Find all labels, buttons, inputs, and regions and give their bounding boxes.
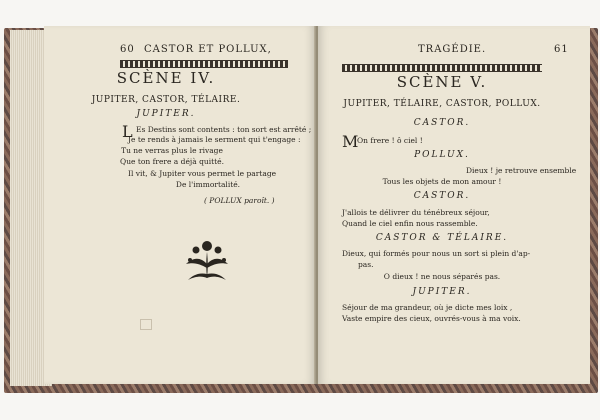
dropcap: M [342,132,359,151]
dropcap: L [122,122,133,141]
cast-list: JUPITER, CASTOR, TÉLAIRE. [91,95,241,105]
left-page [44,26,316,384]
speaker-name: CASTOR. [413,118,471,128]
left-page-number: 60 [120,44,135,55]
header-ornament [342,64,542,72]
speaker-name: POLLUX. [414,150,470,160]
verse-line: Es Destins sont contents : ton sort est arrêté ; [136,125,312,134]
verse-line: Je te rends à jamais le serment qui t'engage : [128,135,301,144]
left-running-head: CASTOR ET POLLUX, [144,44,272,55]
cast-list: JUPITER, TÉLAIRE, CASTOR, POLLUX. [343,99,541,109]
verse-line: Tous les objets de mon amour ! [382,177,502,186]
verse-line: J'allois te délivrer du ténébreux séjour, [342,208,490,217]
verse-line: O dieux ! ne nous séparés pas. [383,272,501,281]
verse-line: Que ton frere a déjà quitté. [120,157,224,166]
verse-line: Dieux ! je retrouve ensemble [466,166,577,175]
verse-line: On frere ! ô ciel ! [357,136,423,145]
header-ornament [120,60,288,68]
right-running-head: TRAGÉDIE. [418,44,487,55]
verse-line: Dieux, qui formés pour nous un sort si plein d'ap- [342,249,531,258]
speaker-name: CASTOR & TÉLAIRE. [375,233,509,243]
verse-line: Tu ne verras plus le rivage [121,146,223,155]
verse-line: Séjour de ma grandeur, où je dicte mes loix , [342,303,513,312]
speaker-name: JUPITER. [412,287,472,297]
right-page [318,26,590,384]
library-stamp [140,319,152,330]
scene-title: SCÈNE IV. [116,69,216,87]
verse-line: De l'immortalité. [175,180,241,189]
speaker-name: JUPITER. [136,109,196,119]
speaker-name: CASTOR. [413,191,471,201]
floral-vignette-icon [182,234,232,280]
stage-direction: ( POLLUX paroît. ) [204,196,275,205]
verse-line: Il vit, & Jupiter vous permet le partage [128,169,277,178]
verse-line: Vaste empire des cieux, ouvrés-vous à ma voix. [342,314,521,323]
right-page-number: 61 [554,44,569,55]
verse-line: pas. [358,260,374,269]
verse-line: Quand le ciel enfin nous rassemble. [342,219,478,228]
scene-title: SCÈNE V. [396,73,488,91]
